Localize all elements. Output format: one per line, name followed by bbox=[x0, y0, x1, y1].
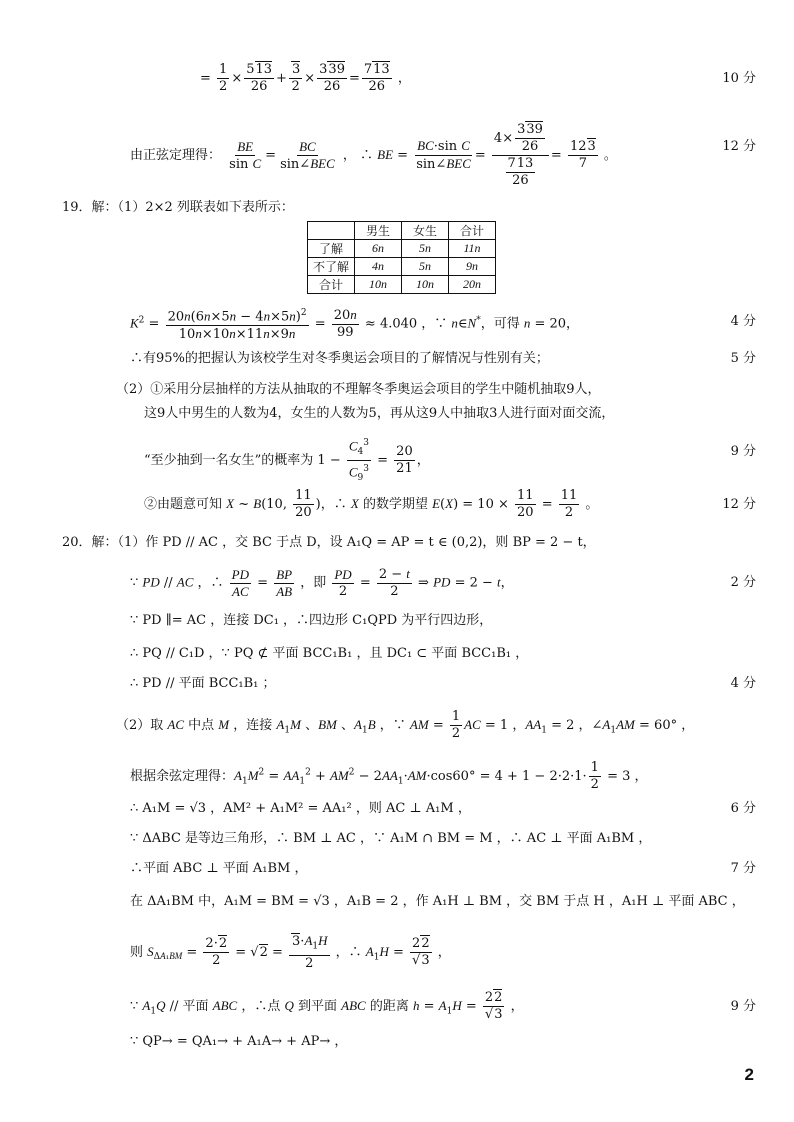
q20-line-m: ∵ $A_1Q$ // 平面 ABC ，∴点 Q 到平面 ABC 的距离 $h = A_1H$ = $\frac{22}{√3}$ ， bbox=[130, 990, 524, 1022]
table-cell: 合计 bbox=[449, 222, 496, 240]
q20-line-j: ∴平面 ABC ⊥ 平面 A₁BM ， bbox=[130, 861, 308, 876]
q20-line-n: ∵ QP→ = QA₁→ + A₁A→ + AP→ ， bbox=[130, 1034, 348, 1049]
q20-line-i: ∵ ΔABC 是等边三角形，∴ BM ⊥ AC ，∵ A₁M ∩ BM = M ，∴ AC ⊥ 平面 A₁BM ， bbox=[130, 831, 652, 846]
q20-line-a: 20．解：（1）作 PD // AC ，交 BC 于点 D，设 A₁Q = AP = t ∈ (0,2)，则 BP = 2 − t， bbox=[62, 535, 596, 550]
score-5: 5 分 bbox=[730, 351, 756, 366]
part2-line-b: 这9人中男生的人数为4，女生的人数为5，再从这9人中抽取3人进行面对面交流， bbox=[144, 406, 615, 421]
page-number: 2 bbox=[744, 1065, 754, 1084]
score-7: 7 分 bbox=[730, 861, 756, 876]
score-9b: 9 分 bbox=[730, 999, 756, 1014]
score-12b: 12 分 bbox=[722, 497, 756, 512]
line-l2: 由正弦定理得： $\frac{BE}{\text{sin C}}$ = BC sin∠BEC ， ∴ BE = BC·sin C sin∠BEC = 4× $\frac{339}{26}$ $\frac{713}{26}$ = $\frac{123}{7}$ 。 bbox=[130, 122, 617, 188]
table-cell bbox=[308, 222, 355, 240]
table-cell: 男生 bbox=[355, 222, 402, 240]
part2-line-c: “至少抽到一名女生”的概率为 1 − $\frac{C_4^3}{C_9^3}$ = $\frac{20}{21}$ ， bbox=[144, 435, 430, 486]
q20-line-d: ∴ PQ // C₁D ，∵ PQ ⊄ 平面 BCC₁B₁ ，且 DC₁ ⊂ 平面 BCC₁B₁ ， bbox=[130, 646, 529, 661]
table-row bbox=[308, 276, 496, 294]
score-4a: 4 分 bbox=[730, 314, 756, 329]
table-row bbox=[308, 258, 496, 276]
table-cell: 5n bbox=[402, 240, 449, 258]
score-12a: 12 分 bbox=[722, 139, 756, 154]
score-4b: 4 分 bbox=[730, 676, 756, 691]
q20-line-l: 则 $S_{\Delta A_1BM}$ = $\frac{2\cdot 2}{2}$ = √2 = $\frac{3\cdot A_1H}{2}$ ，∴ $A_1H$ = $\frac{22}{√3}$ ， bbox=[130, 933, 451, 971]
score-9a: 9 分 bbox=[730, 444, 756, 459]
part2-line-a: （2）①采用分层抽样的方法从抽取的不理解冬季奥运会项目的学生中随机抽取9人， bbox=[116, 382, 601, 397]
q20-line-k: 在 ΔA₁BM 中，A₁M = BM = √3 ，A₁B = 2 ，作 A₁H ⊥ BM ，交 BM 于点 H ，A₁H ⊥ 平面 ABC ， bbox=[130, 894, 745, 909]
table-cell: 合计 bbox=[308, 276, 355, 294]
contingency-table bbox=[307, 221, 496, 294]
q20-line-g: 根据余弦定理得：$A_1M^2 = AA_1^2 + AM^2 - 2AA_1\cdot AM\cdot\cos 60^\circ = 4 + 1 - 2\cdot 2\cdot 1\cdot$ $\frac{1}{2}$ = 3 ， bbox=[130, 760, 648, 792]
table-cell: 了解 bbox=[308, 240, 355, 258]
k2-formula: $K^2$ = $\frac{20n(6n\times 5n - 4n\times 5n)^2}{10n\times 10n\times 11n\times 9n}$ = $\frac{20n}{99}$ ≈ 4.040 ，∵ n∈N*，可得 n = 20， bbox=[130, 305, 579, 343]
table-cell: 20n bbox=[449, 276, 496, 294]
table-cell: 4n bbox=[355, 258, 402, 276]
q20-line-e: ∴ PD // 平面 BCC₁B₁ ； bbox=[130, 676, 276, 691]
table-cell: 女生 bbox=[402, 222, 449, 240]
table-header-row bbox=[308, 222, 496, 240]
part2-line-d: ②由题意可知 X ~ B(10, $\frac{11}{20}$ )，∴ X 的数学期望 E(X) = 10 × $\frac{11}{20}$ = $\frac{11}{2}$ 。 bbox=[144, 488, 599, 520]
score-2: 2 分 bbox=[730, 575, 756, 590]
q20-line-f: （2）取 AC 中点 M ，连接 $A_1M$ 、BM 、$A_1B$ ，∵ AM = $\frac{1}{2}$ AC = 1 ，$AA_1 = 2$ ，$\angle A_1AM = 60^\circ$ ， bbox=[116, 709, 695, 741]
q19-heading: 19．解：（1）2×2 列联表如下表所示： bbox=[62, 200, 294, 215]
conclusion-line: ∴有95%的把握认为该校学生对冬季奥运会项目的了解情况与性别有关； bbox=[130, 351, 549, 366]
q20-line-b: ∵ PD // AC ，∴ $\frac{PD}{AC}$ = $\frac{BP}{AB}$ ，即 $\frac{PD}{2}$ = $\frac{2 - t}{2}$ ⇒ PD = 2 − t， bbox=[130, 566, 514, 599]
table-cell: 6n bbox=[355, 240, 402, 258]
table-cell: 10n bbox=[402, 276, 449, 294]
table-cell: 11n bbox=[449, 240, 496, 258]
table-cell: 9n bbox=[449, 258, 496, 276]
score-6: 6 分 bbox=[730, 801, 756, 816]
q20-line-c: ∵ PD ∥= AC ，连接 DC₁ ，∴四边形 C₁QPD 为平行四边形， bbox=[130, 613, 493, 628]
table-cell: 不了解 bbox=[308, 258, 355, 276]
line-l1: = $\frac{1}{2}$ × $\frac{513}{26}$ + $\frac{3}{2}$ × $\frac{339}{26}$ = $\frac{713}{26}$ ， bbox=[200, 62, 411, 94]
table-row bbox=[308, 240, 496, 258]
score-10: 10 分 bbox=[722, 71, 756, 86]
table-cell: 5n bbox=[402, 258, 449, 276]
table-cell: 10n bbox=[355, 276, 402, 294]
q20-line-h: ∴ A₁M = √3 ，AM² + A₁M² = AA₁² ，则 AC ⊥ A₁M ， bbox=[130, 801, 471, 816]
